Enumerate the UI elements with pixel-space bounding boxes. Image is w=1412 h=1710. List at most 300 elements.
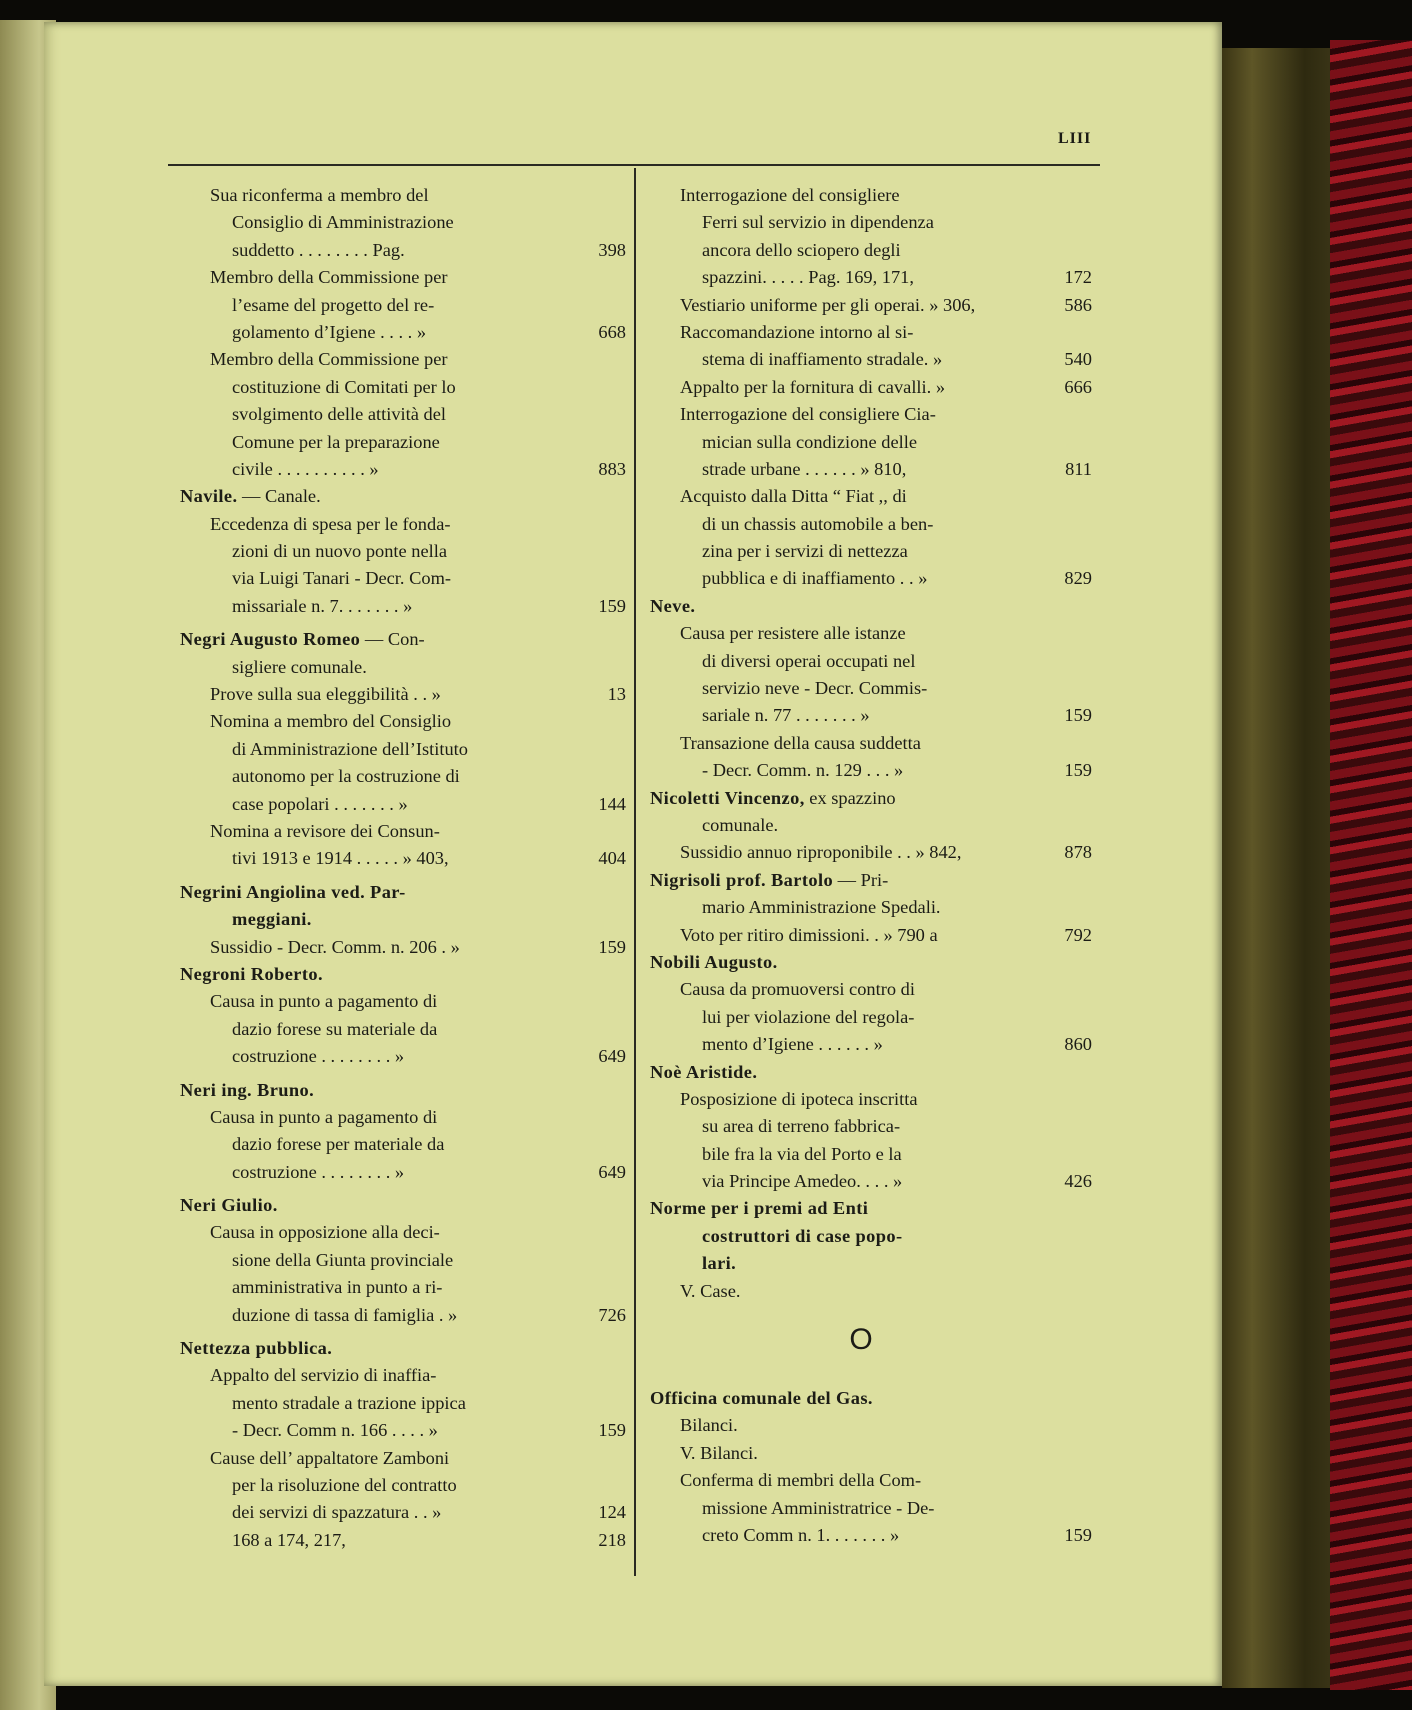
entry-text: Causa per resistere alle istanze [680,623,906,644]
line-text [232,209,620,236]
index-line [180,1131,626,1158]
index-line [650,511,1092,538]
index-heading-line [650,785,1092,812]
index-line [180,763,626,790]
entry-text: duzione di tassa di famiglia . » [232,1304,458,1325]
page-reference [1086,209,1092,236]
line-text [680,976,1086,1003]
index-line [650,1412,1092,1439]
line-text [680,839,1058,866]
index-line [650,922,1092,949]
page-reference [620,401,626,428]
index-line [650,264,1092,291]
page-reference [620,565,626,592]
line-text [180,961,620,988]
page-reference [620,1472,626,1499]
line-text [702,346,1058,373]
entry-text: — Canale. [237,486,321,507]
entry-heading: Negroni Roberto. [180,963,323,984]
page-reference [1086,1195,1092,1222]
index-line [650,292,1092,319]
entry-text: dazio forese su materiale da [232,1018,438,1039]
entry-text: Eccedenza di spesa per le fonda- [210,513,451,534]
line-text [702,1223,1086,1250]
page-reference [620,1104,626,1131]
index-line [180,845,626,872]
page-reference [620,182,626,209]
index-column-left [180,182,626,1554]
line-text [232,1302,592,1329]
entry-text: comunale. [702,814,779,835]
line-text [680,401,1086,428]
entry-text: costruzione . . . . . . . . » [232,1046,405,1067]
entry-heading: Officina comunale del Gas. [650,1388,873,1409]
entry-text: Interrogazione del consigliere [680,185,900,205]
page-reference [1086,1141,1092,1168]
page-reference [620,1362,626,1389]
index-heading-line [180,626,626,653]
page-reference [620,511,626,538]
page-reference: 159 [1064,705,1092,726]
entry-text: Nomina a revisore dei Consun- [210,820,440,841]
index-line [650,620,1092,647]
entry-text: di diversi operai occupati nel [702,650,916,671]
line-text [180,879,620,906]
index-line [180,1472,626,1499]
line-text [210,1219,620,1246]
entry-text: lui per violazione del regola- [702,1006,915,1027]
entry-text: Transazione della causa suddetta [680,732,921,753]
entry-text: Causa in punto a pagamento di [210,1106,438,1127]
index-heading-line [650,867,1092,894]
index-line [650,209,1092,236]
line-text [180,483,620,510]
index-heading-line [650,1059,1092,1086]
entry-text: l’esame del progetto del re- [232,294,435,315]
entry-text: autonomo per la costruzione di [232,766,460,787]
entry-text: Sua riconferma a membro del [210,185,429,205]
page-reference [620,209,626,236]
line-text [180,1077,620,1104]
index-column-right [650,182,1092,1549]
page-reference: 668 [598,321,626,342]
index-line [650,976,1092,1003]
line-text [680,292,1058,319]
entry-text: - Decr. Comm. n. 129 . . . » [702,760,904,781]
index-line [180,346,626,373]
index-line [180,429,626,456]
line-text [680,374,1058,401]
line-text [232,1016,620,1043]
index-heading-line [180,1192,626,1219]
entry-text: mento stradale a trazione ippica [232,1392,466,1413]
line-text [210,988,620,1015]
entry-text: bile fra la via del Porto e la [702,1143,902,1164]
page-reference [1086,429,1092,456]
page-reference: 540 [1064,349,1092,370]
index-line [180,1219,626,1246]
page-reference [1086,182,1092,209]
page-reference [1086,1385,1092,1412]
page-reference [620,1219,626,1246]
index-heading-line [650,1250,1092,1277]
page-reference [1086,1250,1092,1277]
entry-text: sariale n. 77 . . . . . . . » [702,705,870,726]
line-text [680,319,1086,346]
entry-text: via Principe Amedeo. . . . » [702,1171,903,1192]
line-text [650,1059,1086,1086]
index-line [180,818,626,845]
entry-heading: Nobili Augusto. [650,951,778,972]
index-line [650,1278,1092,1305]
index-line [180,1527,626,1554]
index-line [180,988,626,1015]
entry-heading: Nicoletti Vincenzo, [650,787,805,808]
index-line [180,1362,626,1389]
entry-heading: lari. [702,1253,737,1274]
line-text [702,1495,1086,1522]
index-line [650,1522,1092,1549]
page-reference [1086,894,1092,921]
line-text [702,675,1086,702]
line-text [232,538,620,565]
index-line [650,675,1092,702]
entry-text: zina per i servizi di nettezza [702,541,908,562]
index-line [650,757,1092,784]
page-reference [1086,1278,1092,1305]
index-line [180,401,626,428]
index-line [180,237,626,264]
page-reference [620,1445,626,1472]
line-text [702,894,1086,921]
line-text [702,812,1086,839]
line-text [702,429,1086,456]
index-line [650,429,1092,456]
page-reference [1086,237,1092,264]
page-reference [620,1335,626,1362]
line-text [702,1522,1058,1549]
line-text [210,1445,620,1472]
entry-text: ancora dello sciopero degli [702,239,901,260]
line-text [232,456,592,483]
page-reference [620,1131,626,1158]
entry-text: costituzione di Comitati per lo [232,376,456,397]
page-reference [620,374,626,401]
index-line [180,292,626,319]
entry-text: spazzini. . . . . Pag. 169, 171, [702,267,914,288]
page-reference [1086,949,1092,976]
index-line [180,511,626,538]
index-heading-line [180,1077,626,1104]
line-text [232,1527,592,1554]
page-reference [620,736,626,763]
entry-text: 168 a 174, 217, [232,1529,346,1550]
line-text [702,1004,1086,1031]
index-heading-line [650,949,1092,976]
page-reference [1086,1059,1092,1086]
line-text [210,934,592,961]
line-text [702,1031,1058,1058]
index-heading-line [180,906,626,933]
entry-heading: meggiani. [232,909,312,930]
entry-heading: Norme per i premi ad Enti [650,1198,869,1219]
page-reference [620,483,626,510]
page-reference [620,879,626,906]
page-reference: 159 [598,936,626,957]
line-text [232,374,620,401]
page-reference [620,538,626,565]
entry-heading: Neri Giulio. [180,1195,278,1216]
page-reference [620,1016,626,1043]
page-reference [1086,812,1092,839]
page-reference [1086,648,1092,675]
line-text [702,702,1058,729]
line-text [210,511,620,538]
index-line [650,456,1092,483]
page-reference: 404 [598,848,626,869]
index-line [650,839,1092,866]
line-text [680,1440,1086,1467]
page-reference [1086,1440,1092,1467]
index-line [650,1031,1092,1058]
index-heading-line [180,1335,626,1362]
index-line [650,1495,1092,1522]
index-line [650,1467,1092,1494]
index-line [180,1247,626,1274]
entry-text: Bilanci. [680,1415,738,1436]
index-line [180,791,626,818]
line-text [232,906,620,933]
page-reference: 159 [1064,760,1092,781]
index-line [650,1141,1092,1168]
entry-heading: Negrini Angiolina ved. Par- [180,881,406,902]
entry-text: V. Bilanci. [680,1442,758,1463]
line-text [680,1467,1086,1494]
line-text [650,785,1086,812]
entry-text: dei servizi di spazzatura . . » [232,1502,442,1523]
line-text [232,1472,620,1499]
entry-text: civile . . . . . . . . . . » [232,458,379,479]
line-text [232,401,620,428]
page-reference [1086,730,1092,757]
entry-text: costruzione . . . . . . . . » [232,1161,405,1182]
index-heading-line [650,1223,1092,1250]
header-rule [168,164,1100,166]
line-text [702,1250,1086,1277]
entry-text: Nomina a membro del Consiglio [210,711,452,732]
entry-text: svolgimento delle attività del [232,404,446,425]
index-line [180,1274,626,1301]
line-text [232,593,592,620]
entry-text: Acquisto dalla Ditta “ Fiat ,, di [680,486,907,507]
entry-text: Membro della Commissione per [210,349,448,370]
entry-text: case popolari . . . . . . . » [232,793,408,814]
line-text [180,626,620,653]
page-reference [1086,1412,1092,1439]
entry-text: Raccomandazione intorno al si- [680,321,914,342]
page-reference: 398 [598,239,626,260]
page-reference [1086,538,1092,565]
page-reference: 159 [598,1420,626,1441]
page-reference: 144 [598,793,626,814]
line-text [232,429,620,456]
index-heading-line [180,879,626,906]
index-line [650,374,1092,401]
line-text [702,565,1058,592]
page-reference: 159 [598,595,626,616]
page-reference [620,1247,626,1274]
line-text [232,292,620,319]
entry-text: — Con- [360,629,425,650]
page-folio: LIII [1058,130,1092,147]
line-text [702,1141,1086,1168]
page-reference [620,988,626,1015]
index-line [180,538,626,565]
entry-text: su area di terreno fabbrica- [702,1116,901,1137]
entry-text: Causa in opposizione alla deci- [210,1222,440,1243]
entry-text: dazio forese per materiale da [232,1134,445,1155]
page-reference: 159 [1064,1524,1092,1545]
line-text [650,1385,1086,1412]
entry-text: via Luigi Tanari - Decr. Com- [232,568,451,589]
entry-text: Sussidio annuo riproponibile . . » 842, [680,842,962,863]
line-text [702,456,1059,483]
page-reference: 811 [1065,458,1092,479]
entry-text: servizio neve - Decr. Commis- [702,678,928,699]
page-reference [620,961,626,988]
entry-text: tivi 1913 e 1914 . . . . . » 403, [232,848,449,869]
index-line [180,1499,626,1526]
entry-text: Appalto per la fornitura di cavalli. » [680,376,946,397]
index-line [180,319,626,346]
page-reference: 586 [1064,294,1092,315]
line-text [210,708,620,735]
line-text [210,681,602,708]
entry-text: Causa in punto a pagamento di [210,991,438,1012]
line-text [680,1412,1086,1439]
page-reference [1086,1004,1092,1031]
line-text [180,1192,620,1219]
section-letter: O [849,1323,873,1357]
index-line [180,1159,626,1186]
index-line [180,1043,626,1070]
entry-heading: Neri ing. Bruno. [180,1079,315,1100]
index-line [180,1104,626,1131]
index-line [650,730,1092,757]
page-reference [1086,1086,1092,1113]
entry-heading: Negri Augusto Romeo [180,629,361,650]
index-line [180,264,626,291]
line-text [680,620,1086,647]
index-line [180,1390,626,1417]
page-reference [1086,620,1092,647]
line-text [232,791,592,818]
entry-text: stema di inaffiamento stradale. » [702,349,943,370]
index-line [650,1113,1092,1140]
page-reference [1086,1495,1092,1522]
page-reference [1086,1223,1092,1250]
line-text [702,757,1058,784]
line-text [210,1104,620,1131]
page-reference [1086,785,1092,812]
entry-text: pubblica e di inaffiamento . . » [702,568,928,589]
index-line [180,736,626,763]
page-reference [620,654,626,681]
entry-text: Interrogazione del consigliere Cia- [680,404,936,425]
entry-text: — Pri- [833,869,889,890]
line-text [650,867,1086,894]
page-reference [1086,401,1092,428]
index-line [180,681,626,708]
line-text [232,237,592,264]
line-text [702,511,1086,538]
line-text [702,264,1058,291]
entry-heading: Noè Aristide. [650,1061,758,1082]
page-reference [620,292,626,319]
index-line [650,702,1092,729]
index-line [180,593,626,620]
index-heading-line [650,1385,1092,1412]
index-line [650,1004,1092,1031]
page-reference [1086,976,1092,1003]
index-heading-line [180,961,626,988]
line-text [232,763,620,790]
index-line [650,401,1092,428]
entry-text: sigliere comunale. [232,656,367,677]
entry-text: missione Amministratrice - De- [702,1497,935,1518]
index-line [650,648,1092,675]
page-reference [620,906,626,933]
line-text [232,1274,620,1301]
page-reference [1086,593,1092,620]
entry-text: golamento d’Igiene . . . . » [232,321,427,342]
page-reference: 13 [607,684,626,705]
line-text [680,1086,1086,1113]
index-line [650,565,1092,592]
entry-text: Vestiario uniforme per gli operai. » 306, [680,294,976,315]
line-text [702,538,1086,565]
line-text [232,1390,620,1417]
page-reference [620,1192,626,1219]
entry-text: Conferma di membri della Com- [680,1470,922,1491]
entry-text: Posposizione di ipoteca inscritta [680,1088,918,1109]
entry-text: ex spazzino [804,787,896,808]
line-text [650,593,1086,620]
page-reference: 726 [598,1304,626,1325]
page-reference: 172 [1064,267,1092,288]
index-line [650,1440,1092,1467]
entry-text: Ferri sul servizio in dipendenza [702,212,934,233]
entry-text: mician sulla condizione delle [702,431,917,452]
line-text [702,237,1086,264]
index-line [180,1445,626,1472]
line-text [650,1195,1086,1222]
page-reference: 666 [1064,376,1092,397]
line-text [210,264,620,291]
entry-heading: Nettezza pubblica. [180,1338,333,1359]
index-line [650,483,1092,510]
entry-text: zioni di un nuovo ponte nella [232,541,448,562]
entry-text: Cause dell’ appaltatore Zamboni [210,1447,450,1468]
entry-text: Membro della Commissione per [210,267,448,288]
page-reference: 792 [1064,924,1092,945]
index-line [180,209,626,236]
page-reference [620,1077,626,1104]
index-line [180,182,626,209]
index-line [180,374,626,401]
line-text [210,346,620,373]
entry-text: Appalto del servizio di inaffia- [210,1365,437,1386]
